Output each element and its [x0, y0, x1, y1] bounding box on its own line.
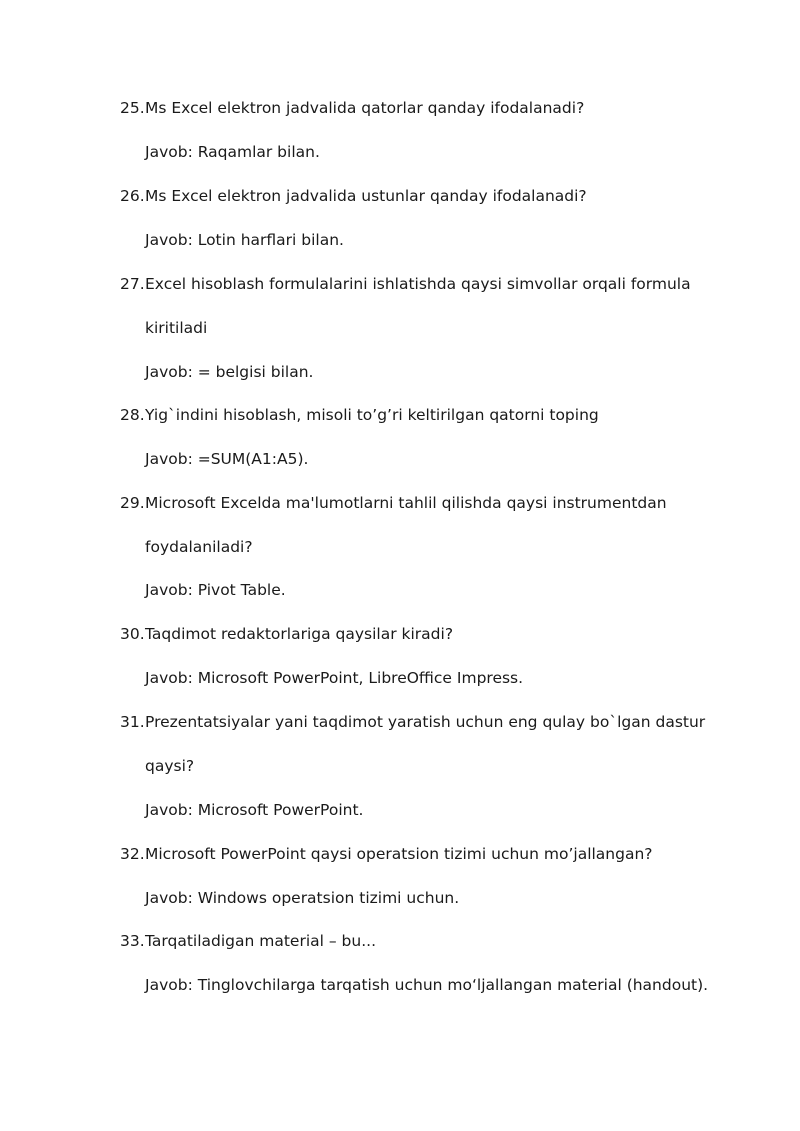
answer-text: Javob: = belgisi bilan. — [145, 363, 314, 381]
item-number: 33. — [120, 932, 145, 950]
question-text: Microsoft PowerPoint qaysi operatsion tizimi uchun mo’jallangan? — [145, 845, 653, 863]
item-number: 32. — [120, 845, 145, 863]
question-text: Ms Excel elektron jadvalida qatorlar qanday ifodalanadi? — [145, 99, 585, 117]
answer-text: Javob: Lotin harflari bilan. — [145, 231, 344, 249]
question-text-continued: foydalaniladi? — [145, 538, 253, 556]
question-text: Ms Excel elektron jadvalida ustunlar qanday ifodalanadi? — [145, 187, 587, 205]
answer-text: Javob: Microsoft PowerPoint. — [145, 801, 364, 819]
item-number: 30. — [120, 625, 145, 643]
item-number: 25. — [120, 99, 145, 117]
question-text-continued: kiritiladi — [145, 319, 208, 337]
question-text: Microsoft Excelda ma'lumotlarni tahlil qilishda qaysi instrumentdan — [145, 494, 667, 512]
item-number: 29. — [120, 494, 145, 512]
answer-text: Javob: Pivot Table. — [145, 581, 286, 599]
item-number: 31. — [120, 713, 145, 731]
question-text-continued: qaysi? — [145, 757, 195, 775]
question-text: Excel hisoblash formulalarini ishlatishda qaysi simvollar orqali formula — [145, 275, 691, 293]
answer-text: Javob: =SUM(A1:A5). — [145, 450, 309, 468]
item-number: 27. — [120, 275, 145, 293]
answer-text: Javob: Windows operatsion tizimi uchun. — [145, 889, 460, 907]
question-text: Yig`indini hisoblash, misoli to’g’ri keltirilgan qatorni toping — [145, 406, 599, 424]
item-number: 28. — [120, 406, 145, 424]
item-number: 26. — [120, 187, 145, 205]
question-text: Tarqatiladigan material – bu... — [145, 932, 377, 950]
answer-text: Javob: Tinglovchilarga tarqatish uchun mo‘ljallangan material (handout). — [145, 976, 709, 994]
answer-text: Javob: Microsoft PowerPoint, LibreOffice Impress. — [145, 669, 524, 687]
question-text: Prezentatsiyalar yani taqdimot yaratish uchun eng qulay bo`lgan dastur — [145, 713, 706, 731]
question-text: Taqdimot redaktorlariga qaysilar kiradi? — [145, 625, 454, 643]
answer-text: Javob: Raqamlar bilan. — [145, 143, 320, 161]
